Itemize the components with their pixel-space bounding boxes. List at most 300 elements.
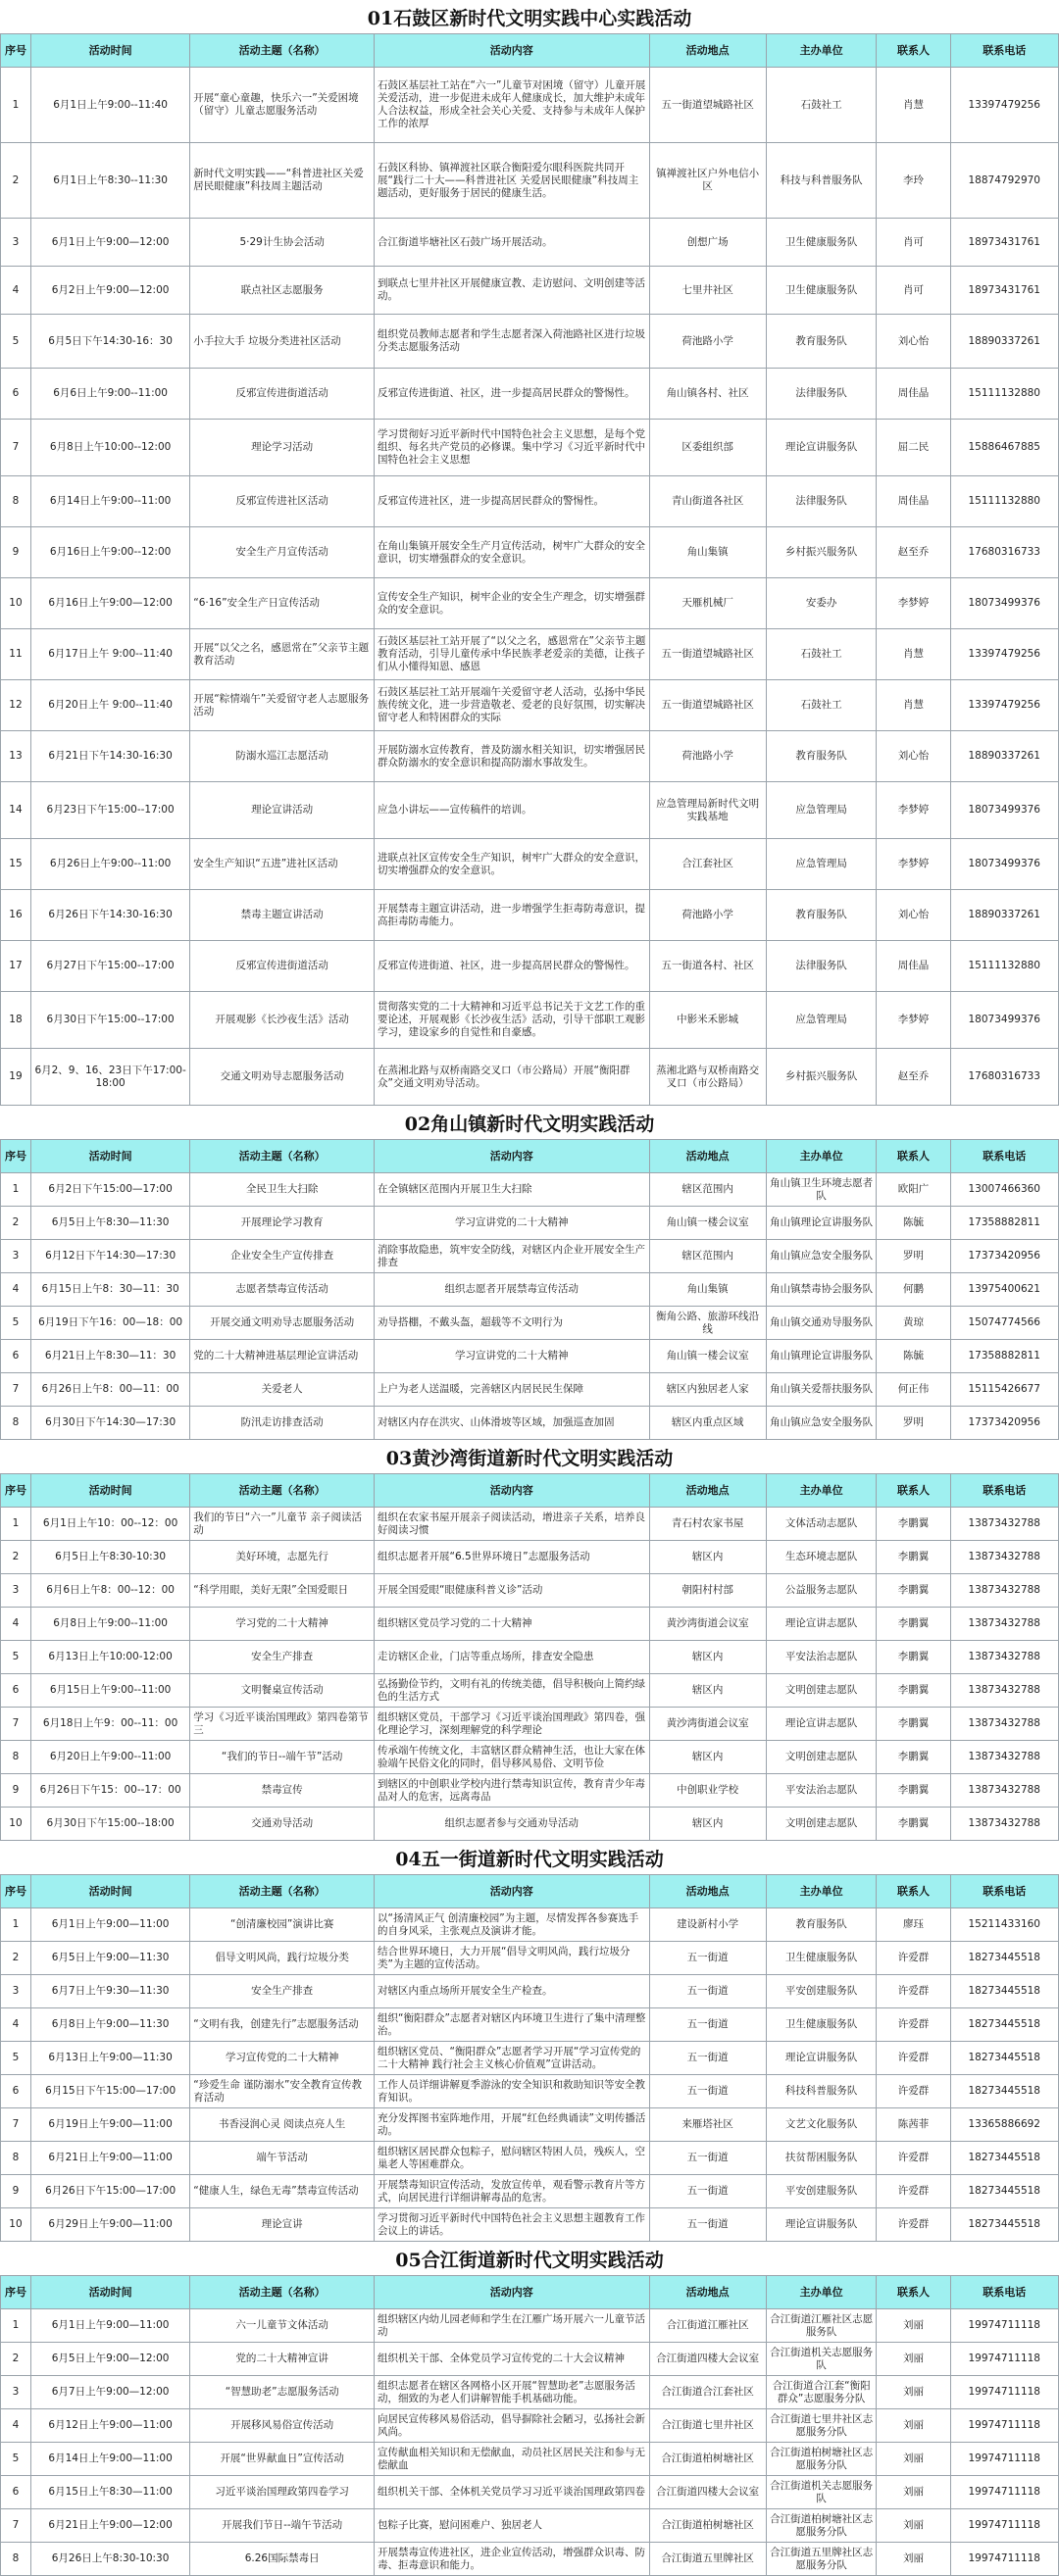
time-cell: 6月21日下午14:30-16:30 <box>30 731 189 782</box>
index-cell: 8 <box>1 1407 31 1440</box>
theme-cell: 学习宣传党的二十大精神 <box>190 2042 375 2075</box>
time-cell: 6月8日上午10:00--12:00 <box>30 420 189 476</box>
section-title: 02角山镇新时代文明实践活动 <box>404 1113 655 1135</box>
place-cell: 五一街道 <box>649 2208 766 2242</box>
index-cell: 4 <box>1 1608 31 1641</box>
index-cell: 17 <box>1 941 31 992</box>
theme-cell: “6·16”安全生产日宣传活动 <box>190 578 375 629</box>
content-cell: 学习宣讲党的二十大精神 <box>375 1340 650 1373</box>
time-cell: 6月2、9、16、23日下午17:00-18:00 <box>30 1049 189 1106</box>
phone-cell: 13397479256 <box>950 68 1058 143</box>
content-cell: 组织志愿者参与交通劝导活动 <box>375 1808 650 1841</box>
contact-cell: 刘丽 <box>877 2443 950 2476</box>
contact-cell: 欧阳广 <box>877 1173 950 1207</box>
contact-cell: 李鹏翼 <box>877 1741 950 1774</box>
contact-cell: 李鹏翼 <box>877 1674 950 1708</box>
theme-cell: 禁毒宣传 <box>190 1774 375 1808</box>
column-header: 序号 <box>1 1875 31 1908</box>
table-row <box>1 2543 1059 2576</box>
contact-cell: 何鹏 <box>877 1273 950 1307</box>
contact-cell: 黄琼 <box>877 1307 950 1340</box>
contact-cell: 李梦婷 <box>877 782 950 839</box>
index-cell: 3 <box>1 219 31 267</box>
index-cell: 6 <box>1 1674 31 1708</box>
contact-cell: 刘心怡 <box>877 315 950 369</box>
place-cell: 荷池路小学 <box>649 890 766 941</box>
phone-cell: 18273445518 <box>950 2008 1058 2042</box>
place-cell: 荷池路小学 <box>649 315 766 369</box>
theme-cell: 5·29计生协会活动 <box>190 219 375 267</box>
place-cell: 中影米禾影城 <box>649 992 766 1049</box>
phone-cell: 17358882811 <box>950 1207 1058 1240</box>
time-cell: 6月6日上午8：00--12：00 <box>30 1574 189 1608</box>
host-cell: 科技与科普服务队 <box>766 143 877 219</box>
host-cell: 教育服务队 <box>766 731 877 782</box>
place-cell: 角山集镇 <box>649 1273 766 1307</box>
host-cell: 合江街道机关志愿服务队 <box>766 2476 877 2509</box>
theme-cell: 防汛走访排查活动 <box>190 1407 375 1440</box>
phone-cell: 18073499376 <box>950 839 1058 890</box>
contact-cell: 刘丽 <box>877 2509 950 2543</box>
table-row <box>1 1608 1059 1641</box>
contact-cell: 廖珏 <box>877 1908 950 1942</box>
phone-cell: 18273445518 <box>950 2142 1058 2175</box>
table-row <box>1 839 1059 890</box>
theme-cell: 禁毒主题宣讲活动 <box>190 890 375 941</box>
index-cell: 4 <box>1 267 31 315</box>
section-2 <box>0 1106 1059 1440</box>
host-cell: 角山镇交通劝导服务队 <box>766 1307 877 1340</box>
theme-cell: 倡导文明风尚，践行垃圾分类 <box>190 1942 375 1975</box>
contact-cell: 罗明 <box>877 1407 950 1440</box>
place-cell: 蒸湘北路与双桥南路交叉口（市公路局） <box>649 1049 766 1106</box>
index-cell: 12 <box>1 680 31 731</box>
time-cell: 6月5日上午9:00—11:30 <box>30 1942 189 1975</box>
phone-cell: 18073499376 <box>950 992 1058 1049</box>
time-cell: 6月2日下午15:00—17:00 <box>30 1173 189 1207</box>
theme-cell: 开展移风易俗宣传活动 <box>190 2409 375 2443</box>
contact-cell: 李鹏翼 <box>877 1608 950 1641</box>
contact-cell: 李鹏翼 <box>877 1541 950 1574</box>
phone-cell: 18890337261 <box>950 315 1058 369</box>
host-cell: 应急管理局 <box>766 839 877 890</box>
place-cell: 合江街道五里牌社区 <box>649 2543 766 2576</box>
phone-cell: 18273445518 <box>950 2208 1058 2242</box>
theme-cell: 安全生产月宣传活动 <box>190 527 375 578</box>
phone-cell: 19974711118 <box>950 2343 1058 2376</box>
place-cell: 五一街道 <box>649 2075 766 2108</box>
index-cell: 5 <box>1 1307 31 1340</box>
column-header: 主办单位 <box>766 1474 877 1508</box>
index-cell: 7 <box>1 2108 31 2142</box>
index-cell: 4 <box>1 2008 31 2042</box>
time-cell: 6月5日上午8:30-10:30 <box>30 1541 189 1574</box>
host-cell: 科技科普服务队 <box>766 2075 877 2108</box>
place-cell: 青石村农家书屋 <box>649 1508 766 1541</box>
contact-cell: 李鹏翼 <box>877 1574 950 1608</box>
column-header: 联系电话 <box>950 1875 1058 1908</box>
time-cell: 6月12日上午9:00—11:00 <box>30 2409 189 2443</box>
section-5 <box>0 2242 1059 2576</box>
content-cell: 组织辖区党员学习党的二十大精神 <box>375 1608 650 1641</box>
theme-cell: 关爱老人 <box>190 1373 375 1407</box>
content-cell: 进联点社区宣传安全生产知识，树牢广大群众的安全意识，切实增强群众的安全意识。 <box>375 839 650 890</box>
place-cell: 区委组织部 <box>649 420 766 476</box>
content-cell: 传承端午传统文化，丰富辖区群众精神生活，也让大家在体验端午民俗文化的同时，倡导移风易俗、文明节俭 <box>375 1741 650 1774</box>
column-header: 活动地点 <box>649 1140 766 1173</box>
phone-cell: 13873432788 <box>950 1674 1058 1708</box>
theme-cell: 安全生产知识“五进”进社区活动 <box>190 839 375 890</box>
time-cell: 6月8日上午9:00--11:00 <box>30 1608 189 1641</box>
index-cell: 2 <box>1 2343 31 2376</box>
time-cell: 6月16日上午9:00--12:00 <box>30 527 189 578</box>
activity-table <box>0 1874 1059 2242</box>
table-row <box>1 680 1059 731</box>
index-cell: 5 <box>1 1641 31 1674</box>
activity-table <box>0 1139 1059 1440</box>
table-row <box>1 2509 1059 2543</box>
host-cell: 文明创建志愿队 <box>766 1741 877 1774</box>
place-cell: 镇禅渡社区户外电信小区 <box>649 143 766 219</box>
contact-cell: 周佳晶 <box>877 941 950 992</box>
phone-cell: 18073499376 <box>950 578 1058 629</box>
index-cell: 5 <box>1 2042 31 2075</box>
phone-cell: 19974711118 <box>950 2409 1058 2443</box>
host-cell: 石鼓社工 <box>766 68 877 143</box>
table-row <box>1 782 1059 839</box>
phone-cell: 13873432788 <box>950 1541 1058 1574</box>
place-cell: 创想广场 <box>649 219 766 267</box>
place-cell: 荷池路小学 <box>649 731 766 782</box>
place-cell: 应急管理局新时代文明实践基地 <box>649 782 766 839</box>
place-cell: 五一街道 <box>649 1975 766 2008</box>
phone-cell: 13873432788 <box>950 1808 1058 1841</box>
place-cell: 辖区内 <box>649 1674 766 1708</box>
host-cell: 卫生健康服务队 <box>766 2008 877 2042</box>
contact-cell: 肖慧 <box>877 68 950 143</box>
time-cell: 6月13日上午10:00-12:00 <box>30 1641 189 1674</box>
table-row <box>1 2309 1059 2343</box>
index-cell: 8 <box>1 1741 31 1774</box>
content-cell: 石鼓区科协、镇禅渡社区联合衡阳爱尔眼科医院共同开展“践行二十大——科普进社区 关爱居民眼健康”科技周主题活动，更好服务于居民的健康生活。 <box>375 143 650 219</box>
content-cell: 向居民宣传移风易俗活动，倡导摒除社会陋习，弘扬社会新风尚。 <box>375 2409 650 2443</box>
index-cell: 6 <box>1 2075 31 2108</box>
content-cell: 走访辖区企业，门店等重点场所，排查安全隐患 <box>375 1641 650 1674</box>
table-row <box>1 2075 1059 2108</box>
place-cell: 中创职业学校 <box>649 1774 766 1808</box>
table-header-row <box>1 1875 1059 1908</box>
host-cell: 法律服务队 <box>766 369 877 420</box>
host-cell: 法律服务队 <box>766 941 877 992</box>
index-cell: 6 <box>1 1340 31 1373</box>
place-cell: 五一街道 <box>649 2042 766 2075</box>
contact-cell: 陈茜菲 <box>877 2108 950 2142</box>
host-cell: 文明创建志愿队 <box>766 1808 877 1841</box>
time-cell: 6月7日上午9:30—11:30 <box>30 1975 189 2008</box>
place-cell: 青山街道各社区 <box>649 476 766 527</box>
index-cell: 2 <box>1 1207 31 1240</box>
phone-cell: 15886467885 <box>950 420 1058 476</box>
time-cell: 6月15日上午8：30—11：30 <box>30 1273 189 1307</box>
host-cell: 教育服务队 <box>766 315 877 369</box>
phone-cell: 13397479256 <box>950 629 1058 680</box>
host-cell: 合江街道合江套“衡阳群众”志愿服务分队 <box>766 2376 877 2409</box>
content-cell: 组织党员教师志愿者和学生志愿者深入荷池路社区进行垃圾分类志愿服务活动 <box>375 315 650 369</box>
contact-cell: 许爱群 <box>877 2142 950 2175</box>
place-cell: 合江街道七里井社区 <box>649 2409 766 2443</box>
column-header: 联系人 <box>877 1140 950 1173</box>
table-row <box>1 992 1059 1049</box>
theme-cell: 企业安全生产宣传排查 <box>190 1240 375 1273</box>
host-cell: 合江街道五里牌社区志愿服务分队 <box>766 2543 877 2576</box>
column-header: 活动地点 <box>649 2276 766 2309</box>
content-cell: 石鼓区基层社工站在“六一”儿童节对困境（留守）儿童开展关爱活动，进一步促进未成年人健康成长，加大维护未成年人合法权益，形成全社会关心关爱、支持参与未成年人保护工作的浓厚 <box>375 68 650 143</box>
place-cell: 朝阳村村部 <box>649 1574 766 1608</box>
index-cell: 5 <box>1 2443 31 2476</box>
column-header: 主办单位 <box>766 34 877 68</box>
host-cell: 理论宣讲服务队 <box>766 2042 877 2075</box>
host-cell: 应急管理局 <box>766 992 877 1049</box>
table-row <box>1 1508 1059 1541</box>
index-cell: 1 <box>1 1508 31 1541</box>
time-cell: 6月20日上午 9:00--11:40 <box>30 680 189 731</box>
content-cell: 合江街道毕塘社区石鼓广场开展活动。 <box>375 219 650 267</box>
place-cell: 合江套社区 <box>649 839 766 890</box>
theme-cell: “健康人生，绿色无毒”禁毒宣传活动 <box>190 2175 375 2208</box>
phone-cell: 13873432788 <box>950 1574 1058 1608</box>
content-cell: 学习贯彻习近平新时代中国特色社会主义思想主题教育工作会议上的讲话。 <box>375 2208 650 2242</box>
theme-cell: 党的二十大精神进基层理论宣讲活动 <box>190 1340 375 1373</box>
table-row <box>1 1049 1059 1106</box>
index-cell: 6 <box>1 369 31 420</box>
time-cell: 6月5日上午8:30—11:30 <box>30 1207 189 1240</box>
place-cell: 辖区范围内 <box>649 1240 766 1273</box>
contact-cell: 屈二民 <box>877 420 950 476</box>
index-cell: 6 <box>1 2476 31 2509</box>
table-row <box>1 420 1059 476</box>
phone-cell: 18973431761 <box>950 267 1058 315</box>
theme-cell: 理论宣讲活动 <box>190 782 375 839</box>
theme-cell: 交通劝导活动 <box>190 1808 375 1841</box>
phone-cell: 13873432788 <box>950 1741 1058 1774</box>
host-cell: 应急管理局 <box>766 782 877 839</box>
place-cell: 合江街道柏树塘社区 <box>649 2509 766 2543</box>
index-cell: 10 <box>1 1808 31 1841</box>
host-cell: 理论宣讲服务队 <box>766 2208 877 2242</box>
host-cell: 卫生健康服务队 <box>766 267 877 315</box>
activity-table <box>0 33 1059 1106</box>
section-1 <box>0 0 1059 1106</box>
content-cell: 弘扬勤俭节约，文明有礼的传统美德，倡导积极向上简约绿色的生活方式 <box>375 1674 650 1708</box>
column-header: 活动内容 <box>375 1474 650 1508</box>
host-cell: 角山镇应急安全服务队 <box>766 1407 877 1440</box>
theme-cell: 小手拉大手 垃圾分类进社区活动 <box>190 315 375 369</box>
contact-cell: 肖慧 <box>877 680 950 731</box>
index-cell: 7 <box>1 1373 31 1407</box>
theme-cell: 开展“童心童趣，快乐六一”关爱困境（留守）儿童志愿服务活动 <box>190 68 375 143</box>
column-header: 活动时间 <box>30 1140 189 1173</box>
time-cell: 6月8日上午9:00—11:30 <box>30 2008 189 2042</box>
contact-cell: 刘丽 <box>877 2376 950 2409</box>
contact-cell: 李鹏翼 <box>877 1641 950 1674</box>
contact-cell: 陈毓 <box>877 1340 950 1373</box>
table-row <box>1 527 1059 578</box>
content-cell: 在角山集镇开展安全生产月宣传活动，树牢广大群众的安全意识，切实增强群众的安全意识。 <box>375 527 650 578</box>
table-row <box>1 2042 1059 2075</box>
contact-cell: 刘丽 <box>877 2409 950 2443</box>
column-header: 联系人 <box>877 1474 950 1508</box>
time-cell: 6月5日上午9:00—12:00 <box>30 2343 189 2376</box>
time-cell: 6月15日上午8:30—11:00 <box>30 2476 189 2509</box>
place-cell: 五一街道各村、社区 <box>649 941 766 992</box>
table-row <box>1 369 1059 420</box>
host-cell: 合江街道柏树塘社区志愿服务分队 <box>766 2509 877 2543</box>
contact-cell: 刘丽 <box>877 2343 950 2376</box>
theme-cell: 开展“世界献血日”宣传活动 <box>190 2443 375 2476</box>
theme-cell: 安全生产排查 <box>190 1975 375 2008</box>
contact-cell: 许爱群 <box>877 1942 950 1975</box>
place-cell: 合江街道合江套社区 <box>649 2376 766 2409</box>
host-cell: 平安创建服务队 <box>766 2175 877 2208</box>
theme-cell: 志愿者禁毒宣传活动 <box>190 1273 375 1307</box>
place-cell: 角山集镇 <box>649 527 766 578</box>
host-cell: 教育服务队 <box>766 1908 877 1942</box>
table-row <box>1 1942 1059 1975</box>
phone-cell: 18273445518 <box>950 2075 1058 2108</box>
column-header: 活动主题（名称） <box>190 34 375 68</box>
table-row <box>1 1340 1059 1373</box>
index-cell: 9 <box>1 2175 31 2208</box>
activity-table <box>0 1473 1059 1841</box>
theme-cell: 理论宣讲 <box>190 2208 375 2242</box>
phone-cell: 19974711118 <box>950 2376 1058 2409</box>
phone-cell: 13397479256 <box>950 680 1058 731</box>
host-cell: 文艺文化服务队 <box>766 2108 877 2142</box>
contact-cell: 刘心怡 <box>877 890 950 941</box>
host-cell: 公益服务志愿队 <box>766 1574 877 1608</box>
column-header: 活动时间 <box>30 1474 189 1508</box>
section-title: 04五一街道新时代文明实践活动 <box>395 1848 664 1870</box>
host-cell: 角山镇理论宣讲服务队 <box>766 1207 877 1240</box>
time-cell: 6月26日上午8：00—11：00 <box>30 1373 189 1407</box>
host-cell: 乡村振兴服务队 <box>766 527 877 578</box>
content-cell: 对辖区内存在洪灾、山体滑坡等区域，加强巡查加固 <box>375 1407 650 1440</box>
content-cell: 充分发挥图书室阵地作用，开展“红色经典诵读”文明传播活动。 <box>375 2108 650 2142</box>
theme-cell: “文明有我，创建先行”志愿服务活动 <box>190 2008 375 2042</box>
theme-cell: 学习党的二十大精神 <box>190 1608 375 1641</box>
phone-cell: 18273445518 <box>950 2042 1058 2075</box>
phone-cell: 13873432788 <box>950 1641 1058 1674</box>
content-cell: 组织志愿者开展“6.5世界环境日”志愿服务活动 <box>375 1541 650 1574</box>
place-cell: 合江街道柏树塘社区 <box>649 2443 766 2476</box>
time-cell: 6月5日下午14:30-16：30 <box>30 315 189 369</box>
section-title: 03黄沙湾街道新时代文明实践活动 <box>385 1447 674 1469</box>
content-cell: 贯彻落实党的二十大精神和习近平总书记关于文艺工作的重要论述，开展观影《长沙夜生活》活动，引导干部职工观影学习，建设家乡的自觉性和自豪感。 <box>375 992 650 1049</box>
phone-cell: 18890337261 <box>950 731 1058 782</box>
table-row <box>1 1307 1059 1340</box>
time-cell: 6月17日上午 9:00--11:40 <box>30 629 189 680</box>
time-cell: 6月12日下午14:30—17:30 <box>30 1240 189 1273</box>
contact-cell: 李鹏翼 <box>877 1808 950 1841</box>
index-cell: 11 <box>1 629 31 680</box>
column-header: 联系电话 <box>950 2276 1058 2309</box>
column-header: 活动主题（名称） <box>190 1140 375 1173</box>
column-header: 活动主题（名称） <box>190 1875 375 1908</box>
column-header: 活动内容 <box>375 2276 650 2309</box>
time-cell: 6月20日上午9:00--11:00 <box>30 1741 189 1774</box>
table-row <box>1 2409 1059 2443</box>
index-cell: 2 <box>1 143 31 219</box>
index-cell: 13 <box>1 731 31 782</box>
index-cell: 19 <box>1 1049 31 1106</box>
table-row <box>1 219 1059 267</box>
index-cell: 1 <box>1 68 31 143</box>
phone-cell: 18973431761 <box>950 219 1058 267</box>
index-cell: 3 <box>1 1240 31 1273</box>
column-header: 活动主题（名称） <box>190 1474 375 1508</box>
phone-cell: 13975400621 <box>950 1273 1058 1307</box>
index-cell: 9 <box>1 1774 31 1808</box>
host-cell: 理论宣讲服务队 <box>766 420 877 476</box>
phone-cell: 17358882811 <box>950 1340 1058 1373</box>
content-cell: 到联点七里井社区开展健康宣教、走访慰问、文明创建等活动。 <box>375 267 650 315</box>
table-row <box>1 2443 1059 2476</box>
time-cell: 6月26日下午15:00—17:00 <box>30 2175 189 2208</box>
column-header: 活动地点 <box>649 1474 766 1508</box>
theme-cell: 六一儿童节文体活动 <box>190 2309 375 2343</box>
theme-cell: “科学用眼，美好无限”全国爱眼日 <box>190 1574 375 1608</box>
section-title: 05合江街道新时代文明实践活动 <box>395 2249 664 2271</box>
table-row <box>1 890 1059 941</box>
column-header: 活动时间 <box>30 2276 189 2309</box>
contact-cell: 许爱群 <box>877 1975 950 2008</box>
table-header-row <box>1 34 1059 68</box>
contact-cell: 许爱群 <box>877 2175 950 2208</box>
phone-cell: 13365886692 <box>950 2108 1058 2142</box>
host-cell: 平安创建服务队 <box>766 1975 877 2008</box>
phone-cell: 17680316733 <box>950 527 1058 578</box>
section-title: 01石鼓区新时代文明实践中心实践活动 <box>367 7 692 29</box>
time-cell: 6月14日上午9:00—11:00 <box>30 2443 189 2476</box>
column-header: 活动地点 <box>649 34 766 68</box>
contact-cell: 李梦婷 <box>877 578 950 629</box>
time-cell: 6月1日上午9:00—11:00 <box>30 1908 189 1942</box>
theme-cell: 习近平谈治国理政第四卷学习 <box>190 2476 375 2509</box>
host-cell: 平安法治志愿队 <box>766 1774 877 1808</box>
content-cell: 石鼓区基层社工站开展端午关爱留守老人活动，弘扬中华民族传统文化，进一步营造敬老、爱老的良好氛围，切实解决留守老人和特困群众的实际 <box>375 680 650 731</box>
time-cell: 6月14日上午9:00--11:00 <box>30 476 189 527</box>
contact-cell: 李玲 <box>877 143 950 219</box>
place-cell: 衡角公路、旅游环线沿线 <box>649 1307 766 1340</box>
content-cell: 开展全国爱眼“眼健康科普义诊”活动 <box>375 1574 650 1608</box>
place-cell: 五一街道 <box>649 2008 766 2042</box>
theme-cell: “我们的节日--端午节”活动 <box>190 1741 375 1774</box>
content-cell: 反邪宣传进社区，进一步提高居民群众的警惕性。 <box>375 476 650 527</box>
host-cell: 理论宣讲志愿队 <box>766 1708 877 1741</box>
host-cell: 安委办 <box>766 578 877 629</box>
table-row <box>1 1240 1059 1273</box>
place-cell: 五一街道望城路社区 <box>649 68 766 143</box>
host-cell: 平安法治志愿队 <box>766 1641 877 1674</box>
theme-cell: “珍爱生命 谨防溺水”安全教育宣传教育活动 <box>190 2075 375 2108</box>
phone-cell: 19974711118 <box>950 2543 1058 2576</box>
theme-cell: “创清廉校园”演讲比赛 <box>190 1908 375 1942</box>
place-cell: 五一街道望城路社区 <box>649 680 766 731</box>
table-header-row <box>1 1140 1059 1173</box>
host-cell: 卫生健康服务队 <box>766 219 877 267</box>
time-cell: 6月1日上午10：00--12：00 <box>30 1508 189 1541</box>
time-cell: 6月16日上午9:00—12:00 <box>30 578 189 629</box>
